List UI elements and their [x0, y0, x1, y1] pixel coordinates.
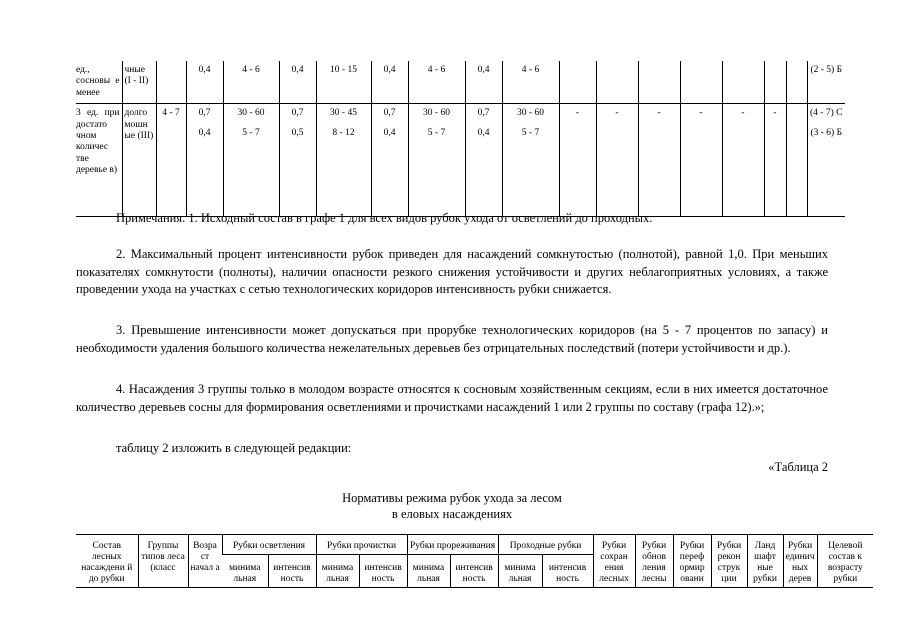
value-a: 30 - 60	[517, 108, 544, 119]
value-b: (3 - 6) Б	[810, 127, 843, 138]
value-cell: 4 - 6	[502, 61, 559, 104]
header-reconstruction: Рубки рекон струк ции	[711, 535, 747, 588]
header-conservation: Рубки сохран ения лесных	[593, 535, 635, 588]
header-single-trees: Рубки единич ных дерев	[783, 535, 817, 588]
value-cell: 10 - 15	[316, 61, 371, 104]
header-row	[76, 535, 873, 555]
header-passing: Проходные рубки	[498, 535, 593, 555]
header-reformation: Рубки переф ормир овани	[673, 535, 711, 588]
target-composition-cell: (2 - 5) Б	[807, 61, 845, 104]
note-3: 3. Превышение интенсивности может допускаться при прорубке технологических коридоров (на 5 - 7 процентов по запасу) и необходимости удаления большого количества нежелательных деревьев без отрицательных последствий (потери устойчивости и др.).	[76, 323, 828, 355]
sub-intensity: интенсив ность	[542, 554, 593, 587]
forest-group-cell: чные (I - II)	[122, 61, 156, 104]
value-cell: -	[596, 104, 638, 217]
value-cell: -	[722, 104, 764, 217]
header-start-age: Возра ст начал а	[188, 535, 222, 588]
value-cell	[316, 104, 371, 217]
header-lightening: Рубки осветления	[222, 535, 316, 555]
value-b: 0,4	[477, 127, 490, 138]
sub-intensity: интенсив ность	[268, 554, 316, 587]
composition-cell: ед., сосновы е менее	[76, 65, 120, 98]
sub-min: минима льная	[316, 554, 359, 587]
caption-line-1: Нормативы режима рубок ухода за лесом	[342, 491, 562, 505]
header-forest-groups: Группы типов леса (класс	[138, 535, 188, 588]
table-2-header	[76, 534, 873, 588]
caption-line-2: в еловых насаждениях	[391, 507, 513, 521]
value-cell: 0,4	[186, 61, 223, 104]
sub-min: минима льная	[407, 554, 450, 587]
continued-table	[76, 61, 845, 217]
value-cell	[223, 104, 279, 217]
header-target-composition: Целевой состав к возрасту рубки	[817, 535, 873, 588]
table-row	[76, 104, 845, 217]
value-cell: -	[559, 104, 596, 217]
sub-min: минима льная	[498, 554, 542, 587]
age-cell	[156, 61, 186, 104]
forest-group-cell: долго мошн ые (III)	[122, 104, 156, 217]
value-cell: -	[680, 104, 722, 217]
value-b: 8 - 12	[332, 127, 355, 138]
value-a: 0,7	[198, 108, 211, 119]
value-b: 0,4	[198, 127, 211, 138]
note-1: Примечания. 1. Исходный состав в графе 1 для всех видов рубок ухода от осветлений до проходных.	[116, 211, 653, 225]
value-cell: 0,4	[279, 61, 316, 104]
sub-intensity: интенсив ность	[359, 554, 407, 587]
header-landscape: Ланд шафт ные рубки	[747, 535, 783, 588]
table-label: «Таблица 2	[768, 460, 828, 474]
value-cell	[764, 61, 786, 104]
value-cell	[186, 104, 223, 217]
value-cell	[465, 104, 502, 217]
target-composition-cell	[807, 104, 845, 217]
value-cell	[596, 61, 638, 104]
sub-intensity: интенсив ность	[450, 554, 498, 587]
value-cell: -	[638, 104, 680, 217]
instruction-text: таблицу 2 изложить в следующей редакции:	[116, 441, 352, 455]
value-b: 0,4	[383, 127, 396, 138]
value-cell	[279, 104, 316, 217]
value-a: 30 - 45	[330, 108, 357, 119]
sub-min: минима льная	[222, 554, 268, 587]
value-cell	[408, 104, 465, 217]
value-a: 0,7	[477, 108, 490, 119]
composition-cell: 3 ед. при достато чном количес тве деревье в)	[76, 104, 122, 217]
value-cell	[638, 61, 680, 104]
value-a: 0,7	[291, 108, 304, 119]
value-b: 0,5	[291, 127, 304, 138]
value-a: (4 - 7) С	[810, 108, 843, 119]
note-2: 2. Максимальный процент интенсивности рубок приведен для насаждений сомкнутостью (полнотой), равной 1,0. При меньших показателях сомкнутости (полноты), наличии опасности резкого снижения устойчивости и других неблагоприятных условиях, а также проведении ухода на участках с сетью технологических коридоров интенсивность рубки снижается.	[76, 247, 828, 296]
value-cell: 4 - 6	[223, 61, 279, 104]
value-cell	[680, 61, 722, 104]
table-row	[76, 61, 845, 104]
value-b: 5 - 7	[242, 127, 260, 138]
value-b: 5 - 7	[521, 127, 540, 138]
value-cell: -	[764, 104, 786, 217]
value-cell: 0,4	[371, 61, 408, 104]
header-cleaning: Рубки прочистки	[316, 535, 407, 555]
table-caption	[0, 490, 904, 522]
age-cell: 4 - 7	[156, 104, 186, 217]
header-renewal: Рубки обнов ления лесны	[635, 535, 673, 588]
value-cell: 0,4	[465, 61, 502, 104]
header-thinning: Рубки прореживания	[407, 535, 498, 555]
value-cell	[559, 61, 596, 104]
value-a: 0,7	[383, 108, 396, 119]
value-a: 30 - 60	[423, 108, 450, 119]
header-composition: Состав лесных насаждени й до рубки	[76, 535, 138, 588]
value-b: 5 - 7	[427, 127, 446, 138]
value-cell	[786, 104, 807, 217]
value-a: 30 - 60	[237, 108, 265, 119]
value-cell	[502, 104, 559, 217]
value-cell	[786, 61, 807, 104]
value-cell: 4 - 6	[408, 61, 465, 104]
note-4: 4. Насаждения 3 группы только в молодом возрасте относятся к сосновым хозяйственным секциям, если в них имеется достаточное количество деревьев сосны для формирования осветлениями и прочистками насаждений 1 или 2 группы по составу (графа 12).»;	[76, 382, 828, 414]
value-cell	[371, 104, 408, 217]
value-cell	[722, 61, 764, 104]
